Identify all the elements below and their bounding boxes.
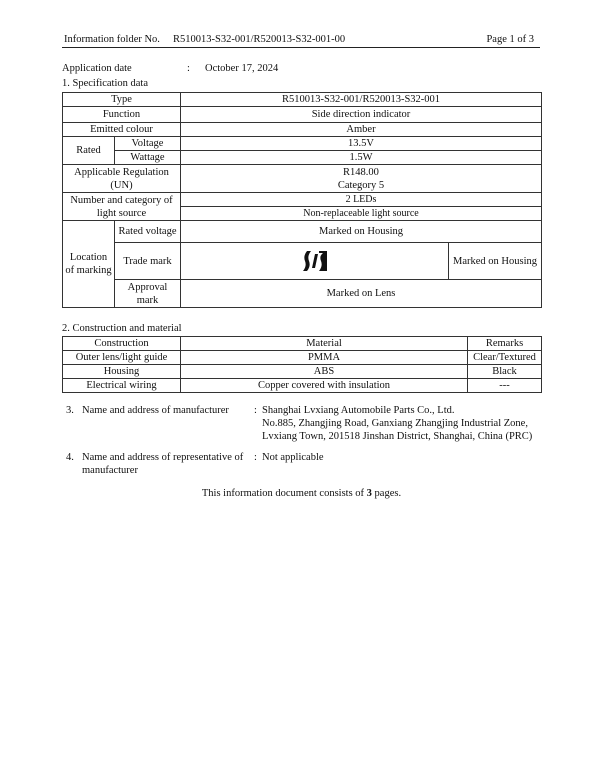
trade-mark-logo-cell	[181, 243, 449, 280]
folder-number: R510013-S32-001/R520013-S32-001-00	[173, 34, 346, 45]
representative-label-line: manufacturer	[82, 465, 138, 476]
voltage-label: Voltage	[115, 137, 181, 151]
rated-voltage-value: Marked on Housing	[181, 221, 542, 243]
trade-mark-label: Trade mark	[115, 243, 181, 280]
regulation-value	[181, 165, 542, 193]
page-number: Page 1 of 3	[486, 34, 534, 45]
representative-separator: :	[254, 452, 257, 463]
remarks-cell: ---	[468, 379, 542, 393]
construction-header: Construction	[63, 337, 181, 351]
approval-mark-value: Marked on Lens	[181, 280, 542, 308]
function-value: Side direction indicator	[181, 107, 542, 123]
wattage-value: 1.5W	[181, 151, 542, 165]
regulation-category: Category 5	[337, 179, 385, 191]
spec-section-title: 1. Specification data	[62, 78, 149, 89]
manufacturer-address-line: Lvxiang Town, 201518 Jinshan District, Shanghai, China (PRC)	[262, 431, 533, 442]
footer-page-count: 3	[366, 488, 372, 499]
wattage-label: Wattage	[115, 151, 181, 165]
light-source-label: Number and category of light source	[63, 193, 181, 221]
application-date-value: October 17, 2024	[205, 63, 279, 74]
document-footer	[62, 487, 541, 500]
function-label: Function	[63, 107, 181, 123]
voltage-value: 13.5V	[181, 137, 542, 151]
manufacturer-separator: :	[254, 405, 257, 416]
colour-label: Emitted colour	[63, 123, 181, 137]
material-cell: Copper covered with insulation	[181, 379, 468, 393]
representative-number: 4.	[66, 452, 74, 463]
remarks-cell: Clear/Textured	[468, 351, 542, 365]
construction-table	[62, 336, 542, 393]
application-date-separator: :	[187, 63, 190, 74]
regulation-number: R148.00	[343, 166, 379, 178]
trade-mark-value: Marked on Housing	[449, 243, 542, 280]
material-header: Material	[181, 337, 468, 351]
manufacturer-label: Name and address of manufacturer	[82, 405, 229, 416]
representative-value: Not applicable	[262, 452, 324, 463]
page-header	[62, 33, 540, 48]
trade-mark-logo-icon	[302, 250, 328, 272]
manufacturer-address	[262, 404, 532, 443]
type-label: Type	[63, 93, 181, 107]
material-cell: PMMA	[181, 351, 468, 365]
rated-voltage-label: Rated voltage	[115, 221, 181, 243]
remarks-header: Remarks	[468, 337, 542, 351]
table-row	[63, 365, 542, 379]
construction-section-title: 2. Construction and material	[62, 323, 182, 334]
manufacturer-name: Shanghai Lvxiang Automobile Parts Co., Ltd.	[262, 405, 455, 416]
manufacturer-number: 3.	[66, 405, 74, 416]
footer-suffix: pages.	[371, 488, 402, 499]
location-of-marking-label: Location of marking	[63, 221, 115, 308]
rated-label: Rated	[63, 137, 115, 165]
table-row	[63, 379, 542, 393]
regulation-label: Applicable Regulation (UN)	[63, 165, 181, 193]
representative-label-line: Name and address of representative of	[82, 452, 244, 463]
construction-cell: Outer lens/light guide	[63, 351, 181, 365]
manufacturer-address-line: No.885, Zhangjing Road, Ganxiang Zhangjing Industrial Zone,	[262, 418, 528, 429]
approval-mark-label: Approval mark	[115, 280, 181, 308]
remarks-cell: Black	[468, 365, 542, 379]
construction-cell: Housing	[63, 365, 181, 379]
type-value: R510013-S32-001/R520013-S32-001	[181, 93, 542, 107]
representative-label	[82, 451, 243, 477]
construction-cell: Electrical wiring	[63, 379, 181, 393]
application-date-label: Application date	[62, 63, 132, 74]
folder-label: Information folder No.	[64, 34, 160, 45]
light-source-count: 2 LEDs	[181, 193, 542, 207]
table-row	[63, 351, 542, 365]
footer-prefix: This information document consists of	[201, 488, 367, 499]
material-cell: ABS	[181, 365, 468, 379]
specification-table	[62, 92, 542, 308]
light-source-category: Non-replaceable light source	[181, 207, 542, 221]
colour-value: Amber	[181, 123, 542, 137]
